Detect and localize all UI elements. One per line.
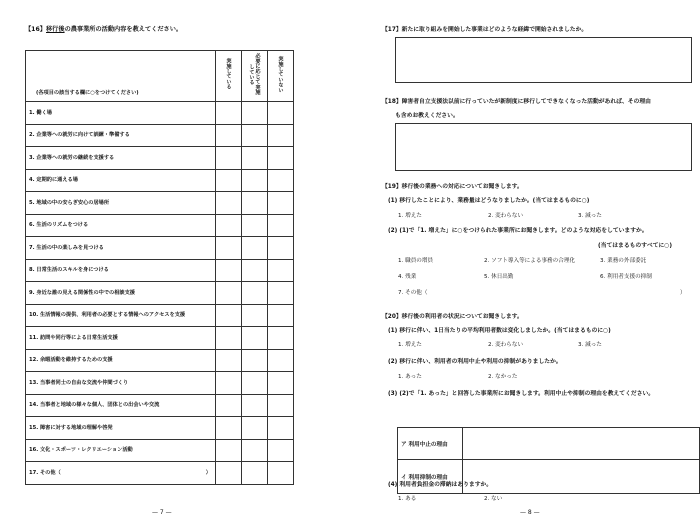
answer-cell[interactable] <box>268 349 294 372</box>
q20-heading: 【20】移行後の利用者の状況についてお聞きします。 <box>382 314 523 320</box>
table-row-label-other: 17. その他（ ） <box>26 462 216 485</box>
answer-cell[interactable] <box>216 102 242 125</box>
table-row-label: 11. 訪問や同行等による日常生活支援 <box>26 327 216 350</box>
answer-cell[interactable] <box>242 237 268 260</box>
table-row-label: 5. 地域の中の安らぎ安心の居場所 <box>26 192 216 215</box>
q16-underlined: 移行後 <box>46 26 65 33</box>
q19-2-question: (2) (1)で「1. 増えた」に○をつけられた事業所にお聞きします。どのような対応をしていますか。 <box>388 228 648 234</box>
q19-2-close-paren: ） <box>680 290 686 296</box>
answer-cell[interactable] <box>216 169 242 192</box>
table-row-label: 10. 生活情報の提供、利用者の必要とする情報へのアクセスを支援 <box>26 304 216 327</box>
table-row-label: 4. 定期的に通える場 <box>26 169 216 192</box>
answer-cell[interactable] <box>268 394 294 417</box>
answer-cell[interactable] <box>216 192 242 215</box>
q20-4-option[interactable]: 1. ある <box>398 496 417 502</box>
answer-cell[interactable] <box>268 327 294 350</box>
q19-2-option[interactable]: 4. 残業 <box>398 274 417 280</box>
q19-2-option[interactable]: 5. 休日出勤 <box>484 274 514 280</box>
answer-cell[interactable] <box>268 259 294 282</box>
answer-cell[interactable] <box>216 147 242 170</box>
reason-input-restrict[interactable] <box>463 460 700 494</box>
col-header-as-needed: 必要に応じて実施している <box>242 51 268 102</box>
q19-1-question: (1) 移行したことにより、業務量はどうなりましたか。(当てはまるものに○) <box>388 198 590 204</box>
answer-cell[interactable] <box>216 439 242 462</box>
q20-2-question: (2) 移行に伴い、利用者の利用中止や利用の抑制がありましたか。 <box>388 359 562 365</box>
reason-input-stop[interactable] <box>463 428 700 460</box>
page-number: — 8 — <box>520 509 540 516</box>
q19-heading: 【19】移行後の業務への対応についてお聞きします。 <box>382 184 523 190</box>
table-row-label: 16. 文化・スポーツ・レクリエーション活動 <box>26 439 216 462</box>
table-row-label: 14. 当事者と地域の様々な個人、団体との出会いや交流 <box>26 394 216 417</box>
answer-cell[interactable] <box>268 372 294 395</box>
q16-number: 【16】 <box>25 26 46 33</box>
table-row-label: 13. 当事者同士の自由な交流や仲間づくり <box>26 372 216 395</box>
answer-cell[interactable] <box>242 169 268 192</box>
q20-4-option[interactable]: 2. ない <box>484 496 503 502</box>
answer-cell[interactable] <box>242 439 268 462</box>
q19-2-note: (当てはまるものすべてに○) <box>598 243 673 249</box>
answer-cell[interactable] <box>268 169 294 192</box>
answer-cell[interactable] <box>268 439 294 462</box>
answer-cell[interactable] <box>242 102 268 125</box>
answer-cell[interactable] <box>216 259 242 282</box>
answer-cell[interactable] <box>242 394 268 417</box>
col-header-not-implemented: 実施していない <box>268 51 294 102</box>
q19-2-option[interactable]: 6. 利用者支援の抑制 <box>600 274 652 280</box>
q20-3-question: (3) (2)で「1. あった」と回答した事業所にお聞きします。利用中止や抑制の理由を教えてください。 <box>388 391 655 397</box>
answer-cell[interactable] <box>242 327 268 350</box>
table-row-label: 6. 生活のリズムをつける <box>26 214 216 237</box>
q16-activity-table <box>25 50 294 485</box>
answer-cell[interactable] <box>268 304 294 327</box>
q16-text: の農事業所の活動内容を教えてください。 <box>64 26 183 33</box>
q16-heading <box>25 24 182 33</box>
answer-cell[interactable] <box>268 462 294 485</box>
answer-cell[interactable] <box>242 304 268 327</box>
answer-cell[interactable] <box>242 282 268 305</box>
answer-cell[interactable] <box>268 147 294 170</box>
answer-cell[interactable] <box>268 102 294 125</box>
answer-cell[interactable] <box>242 192 268 215</box>
q20-1-option[interactable]: 1. 増えた <box>398 342 422 348</box>
answer-cell[interactable] <box>268 192 294 215</box>
answer-cell[interactable] <box>242 124 268 147</box>
table-row-label: 15. 障害に対する地域の理解や啓発 <box>26 417 216 440</box>
answer-cell[interactable] <box>216 372 242 395</box>
q20-2-option[interactable]: 1. あった <box>398 374 422 380</box>
reason-label-stop: ア 利用中止の理由 <box>398 428 463 460</box>
answer-cell[interactable] <box>268 124 294 147</box>
q20-2-option[interactable]: 2. なかった <box>488 374 518 380</box>
q20-1-question: (1) 移行に伴い、1日当たりの平均利用者数は変化しましたか。(当てはまるものに○) <box>388 328 611 334</box>
answer-cell[interactable] <box>216 237 242 260</box>
q19-1-option[interactable]: 2. 変わらない <box>488 213 524 219</box>
q17-answer-box[interactable] <box>395 37 692 83</box>
answer-cell[interactable] <box>268 417 294 440</box>
answer-cell[interactable] <box>216 214 242 237</box>
answer-cell[interactable] <box>216 304 242 327</box>
answer-cell[interactable] <box>242 214 268 237</box>
answer-cell[interactable] <box>216 349 242 372</box>
table-row-label: 1. 働く場 <box>26 102 216 125</box>
table-row-label: 7. 生活の中の楽しみを見つける <box>26 237 216 260</box>
answer-cell[interactable] <box>268 282 294 305</box>
q20-1-option[interactable]: 3. 減った <box>578 342 602 348</box>
answer-cell[interactable] <box>242 417 268 440</box>
answer-cell[interactable] <box>268 214 294 237</box>
answer-cell[interactable] <box>242 462 268 485</box>
answer-cell[interactable] <box>216 417 242 440</box>
answer-cell[interactable] <box>216 394 242 417</box>
q17-heading: 【17】新たに取り組みを開始した事業はどのような経緯で開始されましたか。 <box>382 27 588 33</box>
table-row-label: 2. 企業等への就労に向けて訓練・準備する <box>26 124 216 147</box>
q19-1-option[interactable]: 1. 増えた <box>398 213 422 219</box>
other-close-paren: ） <box>205 469 211 476</box>
answer-cell[interactable] <box>216 124 242 147</box>
q19-2-option[interactable]: 1. 職員の増員 <box>398 258 434 264</box>
q18-heading-line1: 【18】障害者自立支援法以前に行っていたが新制度に移行してできなくなった活動があれば、その理由 <box>382 99 651 105</box>
q19-2-option[interactable]: 2. ソフト導入等による事務の合理化 <box>484 258 576 264</box>
q20-4-question: (4) 利用者負担金の滞納はありますか。 <box>388 482 493 488</box>
q20-1-option[interactable]: 2. 変わらない <box>488 342 524 348</box>
q19-1-option[interactable]: 3. 減った <box>578 213 602 219</box>
answer-cell[interactable] <box>216 462 242 485</box>
table-row-label: 8. 日常生活のスキルを身につける <box>26 259 216 282</box>
answer-cell[interactable] <box>242 147 268 170</box>
table-row-label: 9. 身近な誰の見える関係性の中での相談支援 <box>26 282 216 305</box>
table-row-label: 12. 余暇活動を維持するための支援 <box>26 349 216 372</box>
reason-label-restrict: イ 利用抑制の理由 <box>398 460 463 494</box>
page-number: — 7 — <box>152 509 172 516</box>
q18-heading-line2: も含めお教えください。 <box>395 113 459 119</box>
answer-cell[interactable] <box>268 237 294 260</box>
answer-cell[interactable] <box>242 349 268 372</box>
q19-2-option-other[interactable]: 7. その他（ <box>398 290 428 296</box>
page-8 <box>352 0 700 526</box>
q18-answer-box[interactable] <box>395 123 692 171</box>
table-instruction: (各項目の該当する欄に○をつけてください) <box>26 51 216 102</box>
col-header-implemented: 実施している <box>216 51 242 102</box>
answer-cell[interactable] <box>242 259 268 282</box>
table-row-label: 3. 企業等への就労の継続を支援する <box>26 147 216 170</box>
q19-2-option[interactable]: 3. 業務の外部委託 <box>600 258 647 264</box>
answer-cell[interactable] <box>216 327 242 350</box>
answer-cell[interactable] <box>242 372 268 395</box>
answer-cell[interactable] <box>216 282 242 305</box>
